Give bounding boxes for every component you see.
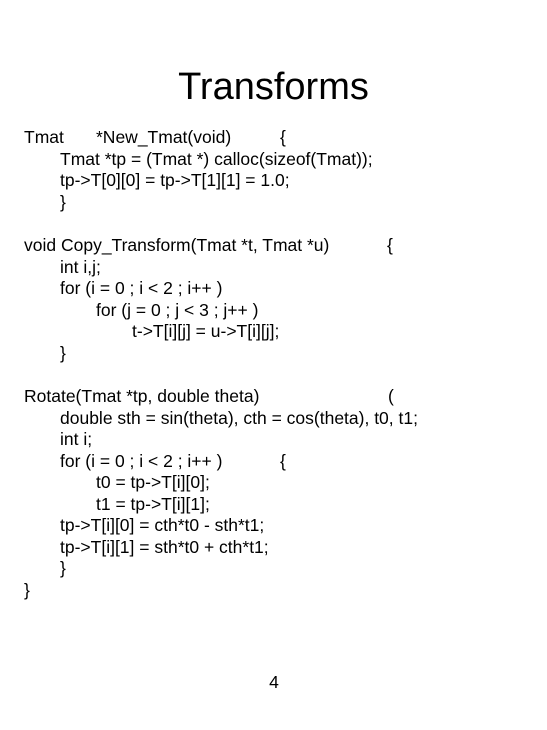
code-statement: t->T[i][j] = u->T[i][j]; [132, 321, 280, 341]
code-open-brace: { [387, 235, 393, 255]
code-line [0, 300, 547, 322]
code-close-brace: } [60, 558, 66, 578]
code-open-brace: { [280, 127, 286, 147]
code-line [0, 537, 547, 559]
code-close-brace: } [60, 191, 66, 212]
code-line [0, 494, 547, 516]
code-line [0, 558, 547, 580]
code-statement: for (i = 0 ; i < 2 ; i++ ) [60, 450, 223, 471]
code-line [0, 515, 547, 537]
code-line [0, 192, 547, 214]
code-line [0, 235, 547, 257]
code-statement: tp->T[i][1] = sth*t0 + cth*t1; [60, 536, 269, 557]
code-return-type: Tmat [24, 127, 64, 147]
code-statement: tp->T[i][0] = cth*t0 - sth*t1; [60, 515, 265, 535]
code-line [0, 149, 547, 171]
code-statement: for (j = 0 ; j < 3 ; j++ ) [96, 299, 259, 320]
code-statement: for (i = 0 ; i < 2 ; i++ ) [60, 278, 223, 298]
code-line [0, 170, 547, 192]
code-statement: double sth = sin(theta), cth = cos(theta), t0, t1; [60, 407, 418, 428]
code-statement: Tmat *tp = (Tmat *) calloc(sizeof(Tmat)); [60, 148, 373, 169]
code-statement: int i,j; [60, 256, 101, 277]
code-statement: t0 = tp->T[i][0]; [96, 472, 210, 492]
code-function-signature: *New_Tmat(void) [96, 127, 232, 147]
code-line [0, 257, 547, 279]
code-line [0, 408, 547, 430]
code-statement: t1 = tp->T[i][1]; [96, 493, 210, 514]
code-function-signature: Rotate(Tmat *tp, double theta) [24, 386, 260, 406]
code-line [0, 343, 547, 365]
code-statement: int i; [60, 429, 93, 449]
code-line [0, 127, 547, 149]
code-line [0, 386, 547, 408]
code-statement: tp->T[0][0] = tp->T[1][1] = 1.0; [60, 170, 290, 190]
code-line [0, 580, 547, 602]
code-line [0, 472, 547, 494]
code-line [0, 278, 547, 300]
code-block [0, 127, 547, 601]
page-number: 4 [269, 672, 279, 692]
code-open-paren: ( [388, 386, 394, 406]
code-close-brace: } [60, 342, 66, 363]
code-line [0, 321, 547, 343]
code-function-signature: void Copy_Transform(Tmat *t, Tmat *u) [24, 235, 330, 255]
slide-title: Transforms [178, 66, 369, 108]
code-close-brace: } [24, 579, 30, 600]
code-line [0, 451, 547, 473]
code-open-brace: { [280, 450, 286, 471]
code-line [0, 429, 547, 451]
